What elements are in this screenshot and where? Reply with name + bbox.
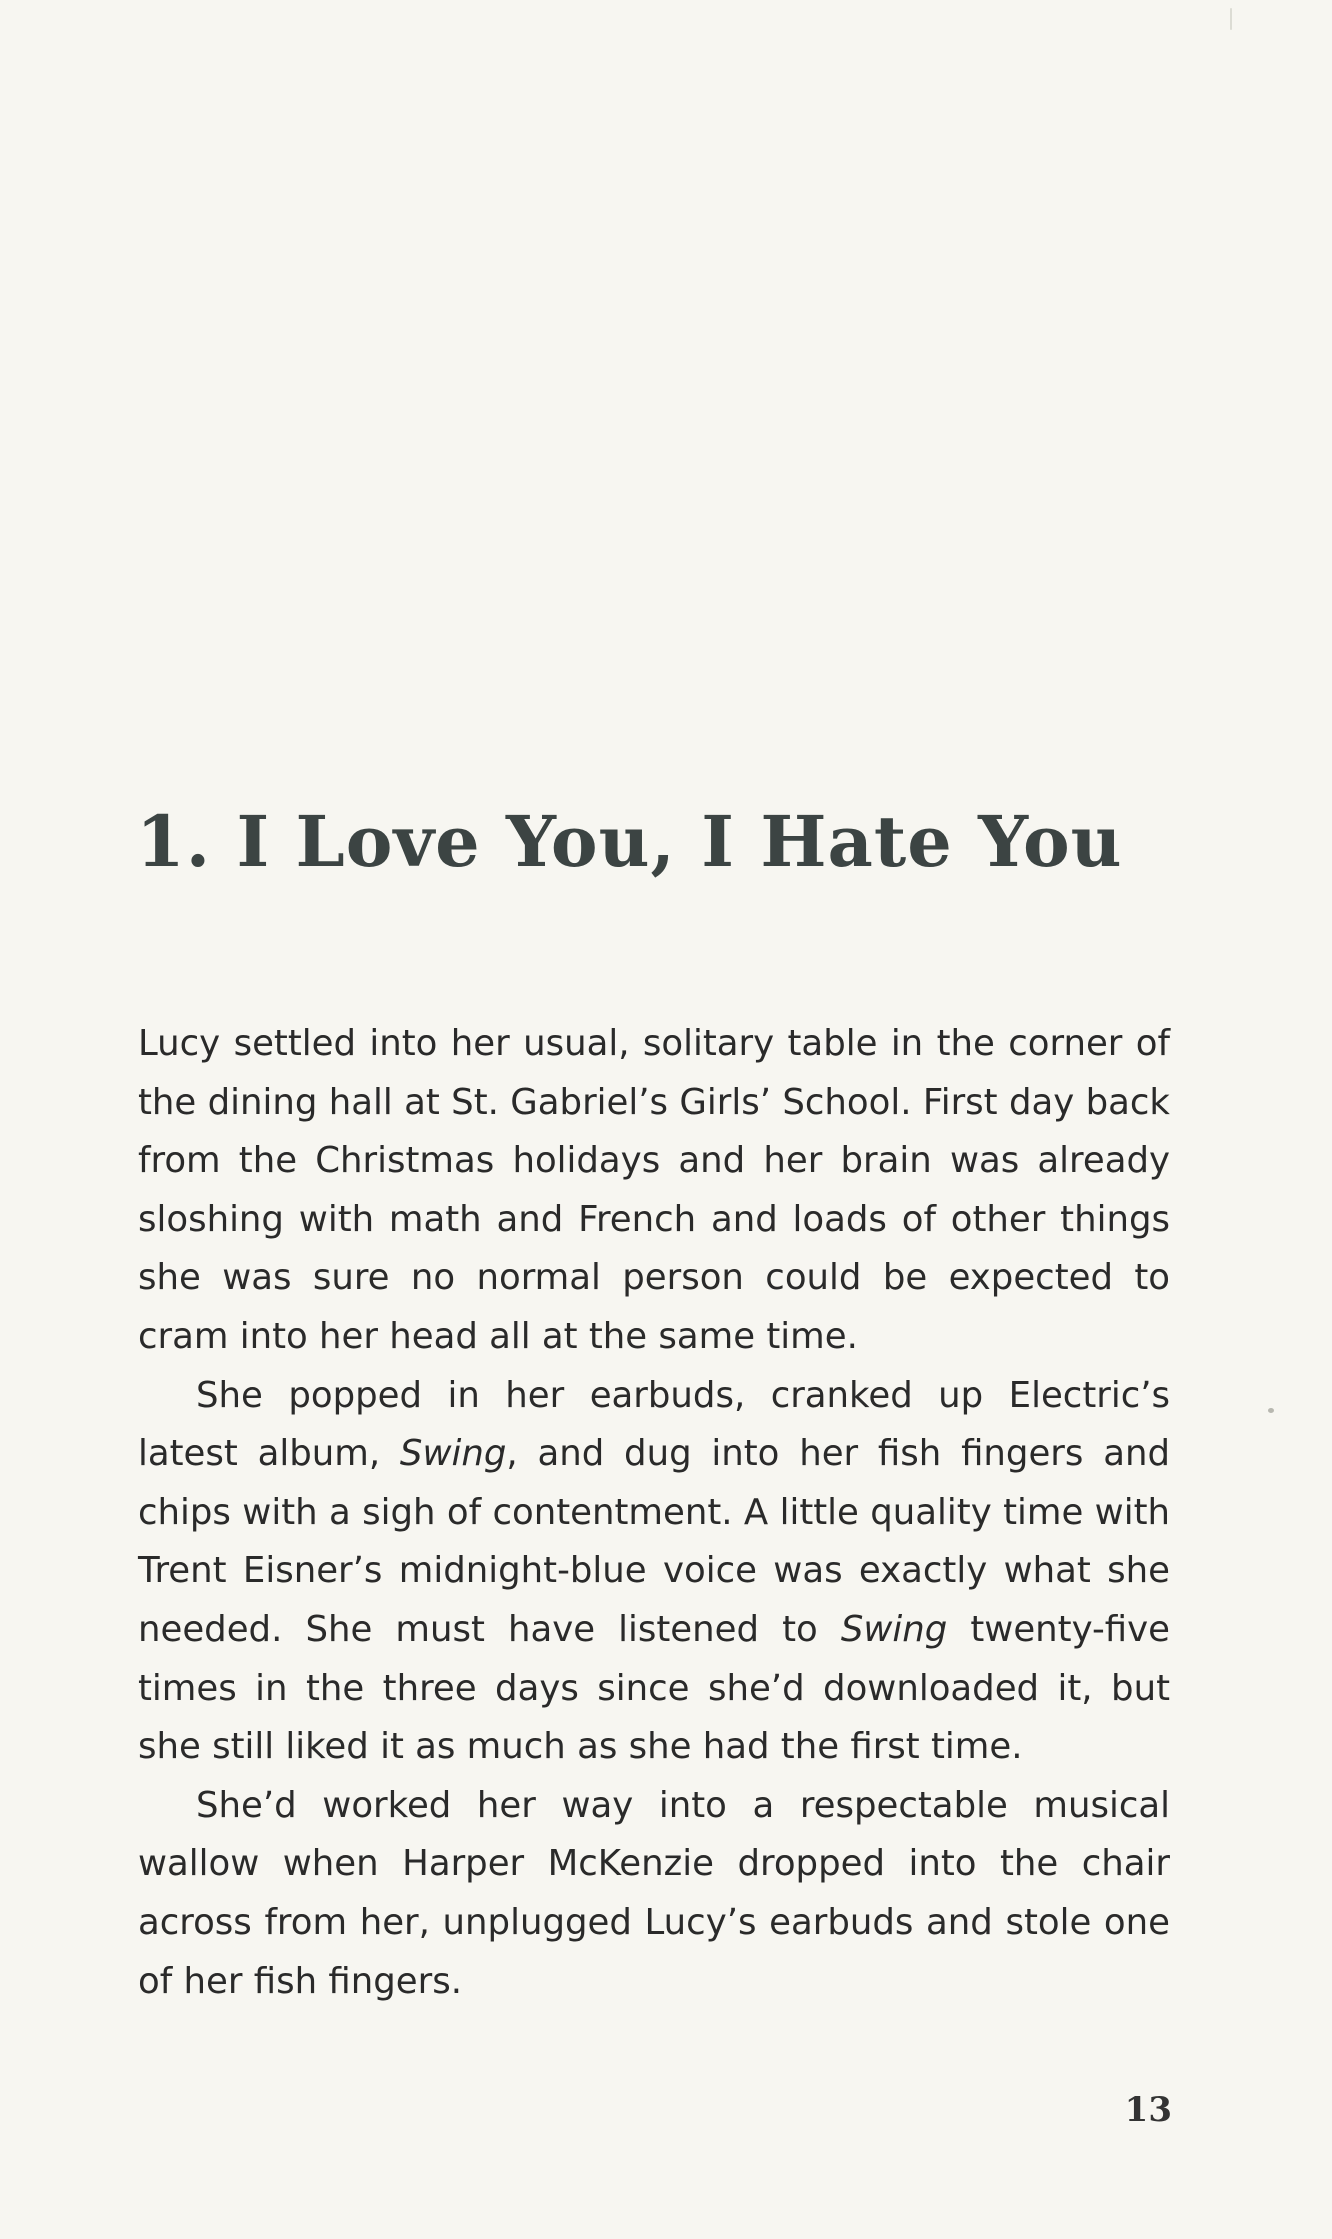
album-title-italic: Swing (399, 1433, 507, 1475)
scan-speck (1268, 1408, 1274, 1413)
chapter-title: 1. I Love You, I Hate You (136, 800, 1123, 883)
paragraph-segment: Lucy settled into her usual, solitary table in the corner of the dining hall at St. Gabriel’s Girls’ School. First day back from the Christmas holidays and her brain was already sloshing with math and French and loads of other things she was sure no normal person could be expected to cram into her head all at the same time. (138, 1023, 1170, 1357)
paragraph-segment: , and dug into her fish fingers and chips with a sigh of contentment. A little quality time with Trent Eisner’s midnight-blue voice was exactly what she needed. She must have listened to (138, 1433, 1170, 1650)
album-title-italic: Swing (840, 1608, 948, 1650)
paragraph-segment: She popped in her earbuds, cranked up Electric’s latest album, (138, 1374, 1170, 1475)
paragraph-segment: twenty-five times in the three days since she’d downloaded it, but she still liked it as much as she had the first time. (138, 1608, 1170, 1768)
chapter-body-text (138, 1015, 1170, 2011)
paragraph-1 (138, 1015, 1170, 1367)
scan-speck (1230, 8, 1232, 30)
paragraph-segment: She’d worked her way into a respectable musical wallow when Harper McKenzie dropped into the chair across from her, unplugged Lucy’s earbuds and stole one of her fish fingers. (138, 1784, 1170, 2002)
paragraph-2 (138, 1367, 1170, 1777)
paragraph-3 (138, 1777, 1170, 2011)
page-number: 13 (1124, 2090, 1172, 2130)
